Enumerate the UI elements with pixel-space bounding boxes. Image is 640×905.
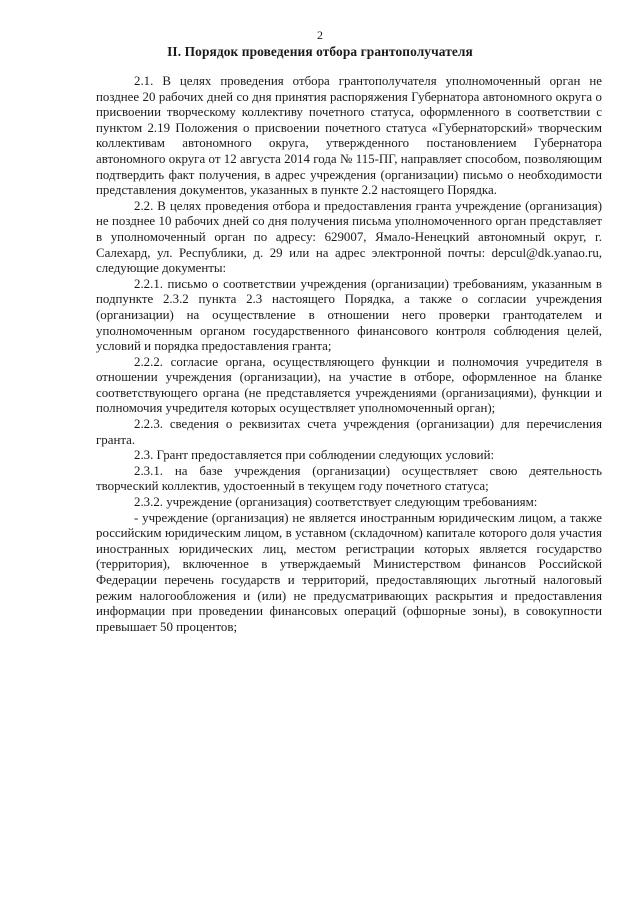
paragraph-2-2-2: 2.2.2. согласие органа, осуществляющего функции и полномочия учредителя в отношении учреждения (организации), на участие в отборе, оформленное на бланке соответствующего органа (не представляется учреждениями (организациями), функции и полномочия учредителя которых осуществляет уполномоченный орган); — [96, 354, 602, 416]
document-body — [96, 74, 602, 635]
paragraph-2-2: 2.2. В целях проведения отбора и предоставления гранта учреждение (организация) не позднее 10 рабочих дней со дня получения письма уполномоченного орган представляет в уполномоченный орган по адресу: 629007, Ямало-Ненецкий автономный округ, г. Салехард, ул. Республики, д. 29 или на адрес электронной почты: depcul@dk.yanao.ru, следующие документы: — [96, 198, 602, 276]
page-number: 2 — [317, 28, 323, 42]
section-title: II. Порядок проведения отбора грантополучателя — [167, 44, 473, 59]
paragraph-2-3-2: 2.3.2. учреждение (организация) соответствует следующим требованиям: — [134, 495, 538, 510]
paragraph-2-2-3: 2.2.3. сведения о реквизитах счета учреждения (организации) для перечисления гранта. — [96, 417, 602, 447]
paragraph-2-2-1: 2.2.1. письмо о соответствии учреждения (организации) требованиям, указанным в подпункте 2.3.2 пункта 2.3 настоящего Порядка, а также о согласии учреждения (организации) на осуществление в отношении него проверки грантодателем и уполномоченным органом государственного финансового контроля соблюдения целей, условий и порядка предоставления гранта; — [96, 276, 602, 354]
paragraph-requirement-item: - учреждение (организация) не является иностранным юридическим лицом, а также российским юридическим лицом, в уставном (складочном) капитале которого доля участия иностранных юридических лиц, местом регистрации которых является государство (территория), включенное в утверждаемый Министерством финансов Российской Федерации перечень государств и территорий, предоставляющих льготный налоговый режим налогообложения и (или) не предусматривающих раскрытия и предоставления информации при проведении финансовых операций (офшорные зоны), в совокупности превышает 50 процентов; — [96, 510, 602, 634]
paragraph-2-3: 2.3. Грант предоставляется при соблюдении следующих условий: — [134, 448, 495, 463]
paragraph-2-3-1: 2.3.1. на базе учреждения (организации) осуществляет свою деятельность творческий коллектив, удостоенный в текущем году почетного статуса; — [96, 463, 602, 494]
paragraph-2-1: 2.1. В целях проведения отбора грантополучателя уполномоченный орган не позднее 20 рабочих дней со дня принятия распоряжения Губернатора автономного округа о присвоении творческому коллективу почетного статуса, оформленного в соответствии с пунктом 2.19 Положения о присвоении почетного статуса «Губернаторский» творческим коллективам автономного округа, утвержденного постановлением Губернатора автономного округа от 12 августа 2014 года № 115-ПГ, направляет способом, позволяющим подтвердить факт получения, в адрес учреждения (организации) письмо о необходимости представления документов, указанных в пункте 2.2 настоящего Порядка. — [96, 74, 602, 198]
